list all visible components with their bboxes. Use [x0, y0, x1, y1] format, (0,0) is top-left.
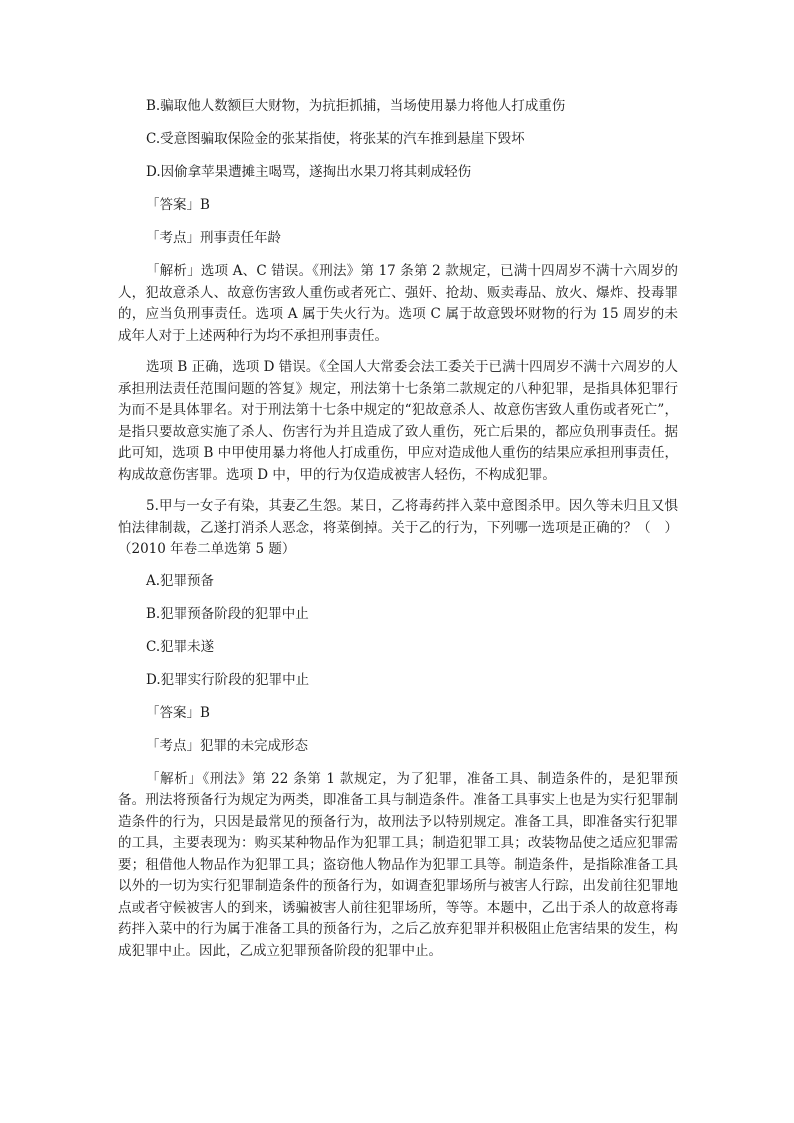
q4-answer: 「答案」B [146, 197, 210, 213]
q5-analysis: 「解析」《刑法》第 22 条第 1 款规定，为了犯罪，准备工具、制造条件的，是犯罪预备。刑法将预备行为规定为两类，即准备工具与制造条件。准备工具事实上也是为实行犯罪制造条件的行为，只因是最常见的预备行为，故刑法予以特别规定。准备工具，即准备实行犯罪的工具，主要表现为：购买某种物品作为犯罪工具；制造犯罪工具；改装物品使之适应犯罪需要；租借他人物品作为犯罪工具；盗窃他人物品作为犯罪工具等。制造条件，是指除准备工具以外的一切为实行犯罪制造条件的预备行为，如调查犯罪场所与被害人行踪，出发前往犯罪地点或者守候被害人的到来，诱骗被害人前往犯罪场所，等等。本题中，乙出于杀人的故意将毒药拌入菜中的行为属于准备工具的预备行为，之后乙放弃犯罪并积极阻止危害结果的发生，构成犯罪中止。因此，乙成立犯罪预备阶段的犯罪中止。 [118, 770, 678, 959]
q4-option-d: D.因偷拿苹果遭摊主喝骂，遂掏出水果刀将其刺成轻伤 [146, 164, 472, 180]
q4-option-b: B.骗取他人数额巨大财物，为抗拒抓捕，当场使用暴力将他人打成重伤 [146, 98, 566, 114]
q5-option-b: B.犯罪预备阶段的犯罪中止 [146, 605, 309, 622]
q5-key-point: 「考点」犯罪的未完成形态 [146, 737, 308, 754]
q4-key-point: 「考点」刑事责任年龄 [146, 230, 281, 246]
q4-analysis-paragraph-2: 选项 B 正确，选项 D 错误。《全国人大常委会法工委关于已满十四周岁不满十六周岁的人承担刑法责任范围问题的答复》规定，刑法第十七条第二款规定的八种犯罪，是指具体犯罪行为而不是具体罪名。对于刑法第十七条中规定的“犯故意杀人、故意伤害致人重伤或者死亡”，是指只要故意实施了杀人、伤害行为并且造成了致人重伤，死亡后果的，都应负刑事责任。据此可知，选项 B 中甲使用暴力将他人打成重伤，甲应对造成他人重伤的结果应承担刑事责任，构成故意伤害罪。选项 D 中，甲的行为仅造成被害人轻伤，不构成犯罪。 [118, 359, 678, 483]
document-body [118, 96, 678, 972]
q5-option-c: C.犯罪未遂 [146, 638, 215, 655]
q5-option-a: A.犯罪预备 [146, 572, 215, 589]
q5-option-d: D.犯罪实行阶段的犯罪中止 [146, 671, 310, 688]
q4-option-c: C.受意图骗取保险金的张某指使，将张某的汽车推到悬崖下毁坏 [146, 131, 525, 147]
q5-question: 5.甲与一女子有染，其妻乙生怨。某日，乙将毒药拌入菜中意图杀甲。因久等未归且又惧怕法律制裁，乙遂打消杀人恶念，将菜倒掉。关于乙的行为，下列哪一选项是正确的？（ ）（2010 年卷二单选第 5 题） [118, 498, 678, 557]
q4-analysis-paragraph-1: 「解析」选项 A、C 错误。《刑法》第 17 条第 2 款规定，已满十四周岁不满十六周岁的人，犯故意杀人、故意伤害致人重伤或者死亡、强奸、抢劫、贩卖毒品、放火、爆炸、投毒罪的，应当负刑事责任。选项 A 属于失火行为。选项 C 属于故意毁坏财物的行为 15 周岁的未成年人对于上述两种行为均不承担刑事责任。 [118, 263, 678, 344]
q5-answer: 「答案」B [146, 704, 210, 721]
